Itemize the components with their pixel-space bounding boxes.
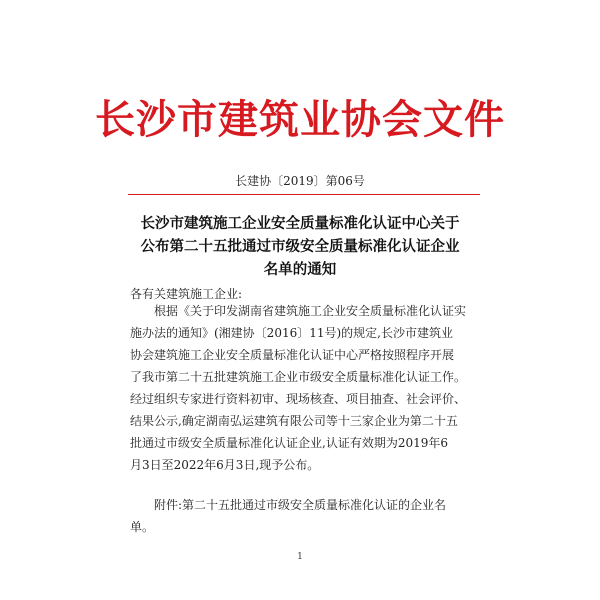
page-number: 1 bbox=[297, 552, 303, 562]
salutation: 各有关建筑施工企业: bbox=[130, 287, 243, 301]
red-header-title: 长沙市建筑业协会文件 bbox=[95, 96, 505, 143]
header-divider bbox=[128, 194, 480, 195]
subject-line: 名单的通知 bbox=[263, 261, 337, 278]
subject-line: 长沙市建筑施工企业安全质量标准化认证中心关于 bbox=[140, 215, 460, 232]
body-line: 结果公示,确定湖南弘运建筑有限公司等十三家企业为第二十五 bbox=[130, 414, 458, 428]
document-number: 长建协〔2019〕第06号 bbox=[235, 174, 365, 188]
attachment-line: 附件:第二十五批通过市级安全质量标准化认证的企业名 bbox=[154, 498, 447, 512]
notice-subject bbox=[120, 212, 480, 281]
body-line: 月3日至2022年6月3日,现予公布。 bbox=[130, 458, 320, 472]
body-line: 根据《关于印发湖南省建筑施工企业安全质量标准化认证实 bbox=[154, 304, 467, 318]
attachment-line: 单。 bbox=[130, 520, 155, 534]
body-line: 协会建筑施工企业安全质量标准化认证中心严格按照程序开展 bbox=[130, 348, 455, 362]
body-line: 了我市第二十五批建筑施工企业市级安全质量标准化认证工作。 bbox=[130, 370, 467, 384]
attachment-note bbox=[130, 494, 474, 538]
body-line: 经过组织专家进行资料初审、现场核查、项目抽查、社会评价、 bbox=[130, 392, 467, 406]
body-line: 施办法的通知》(湘建协〔2016〕11号)的规定,长沙市建筑业 bbox=[130, 326, 453, 340]
notice-body bbox=[130, 300, 474, 476]
body-line: 批通过市级安全质量标准化认证企业,认证有效期为2019年6 bbox=[130, 436, 448, 450]
subject-line: 公布第二十五批通过市级安全质量标准化认证企业 bbox=[140, 238, 460, 255]
